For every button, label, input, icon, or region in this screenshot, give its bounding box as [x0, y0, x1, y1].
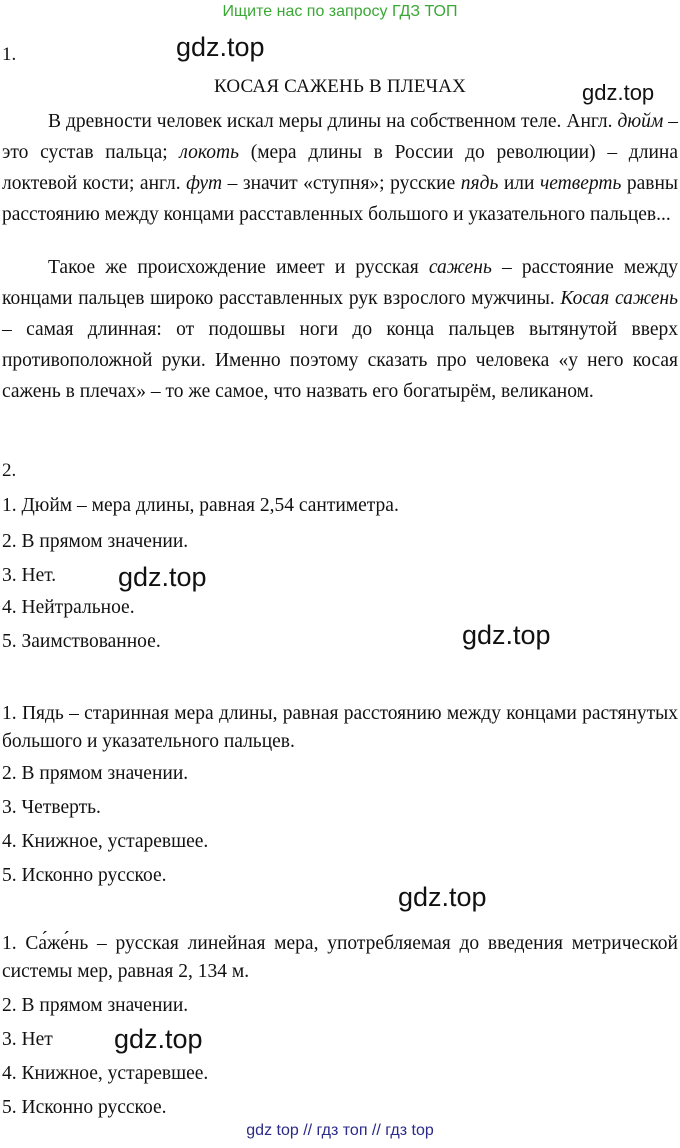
footer-links[interactable]: gdz top // гдз топ // гдз top [246, 1122, 434, 1139]
section-1-number: 1. [2, 44, 17, 65]
page-title: КОСАЯ САЖЕНЬ В ПЛЕЧАХ [213, 76, 467, 97]
list-item: 1. Дюйм – мера длины, равная 2,54 сантиметра. [2, 495, 399, 516]
list-item: 1. Пядь – старинная мера длины, равная расстоянию между концами растянутых большого и указательного пальцев. [2, 703, 678, 752]
list-item: 5. Исконно русское. [2, 865, 167, 886]
watermark: gdz.top [114, 1024, 203, 1054]
list-item: 4. Книжное, устаревшее. [2, 1063, 209, 1084]
list-item: 1. Са́же́нь – русская линейная мера, употребляемая до введения метрической системы мер, равная 2, 134 м. [2, 933, 678, 982]
paragraph-1: В древности человек искал меры длины на собственном теле. Англ. дюйм – это сустав пальца; локоть (мера длины в России до революции) – длина локтевой кости; англ. фут – значит «ступня»; русские пядь или четверть равны расстоянию между концами расставленных большого и указательного пальцев... [2, 111, 678, 225]
list-item: 4. Нейтральное. [2, 597, 135, 618]
watermark: gdz.top [462, 620, 551, 650]
paragraph-2: Такое же происхождение имеет и русская сажень – расстояние между концами пальцев широко расставленных рук взрослого мужчины. Косая сажень – самая длинная: от подошвы ноги до конца пальцев вытянутой вверх противоположной руки. Именно поэтому сказать про человека «у него косая сажень в плечах» – то же самое, что назвать его богатырём, великаном. [2, 257, 679, 402]
watermark: gdz.top [398, 882, 487, 912]
list-item: 5. Заимствованное. [2, 631, 161, 652]
section-2-number: 2. [2, 460, 17, 481]
watermark: gdz.top [582, 80, 655, 105]
list-item: 2. В прямом значении. [2, 531, 189, 552]
list-item: 3. Нет. [2, 565, 57, 586]
list-item: 3. Нет [2, 1029, 53, 1050]
watermark: gdz.top [118, 562, 207, 592]
list-item: 4. Книжное, устаревшее. [2, 831, 209, 852]
watermark: gdz.top [176, 32, 265, 62]
list-item: 2. В прямом значении. [2, 763, 189, 784]
list-item: 3. Четверть. [2, 797, 101, 818]
list-item: 5. Исконно русское. [2, 1097, 167, 1118]
list-item: 2. В прямом значении. [2, 995, 189, 1016]
search-banner[interactable]: Ищите нас по запросу ГДЗ ТОП [222, 3, 458, 20]
